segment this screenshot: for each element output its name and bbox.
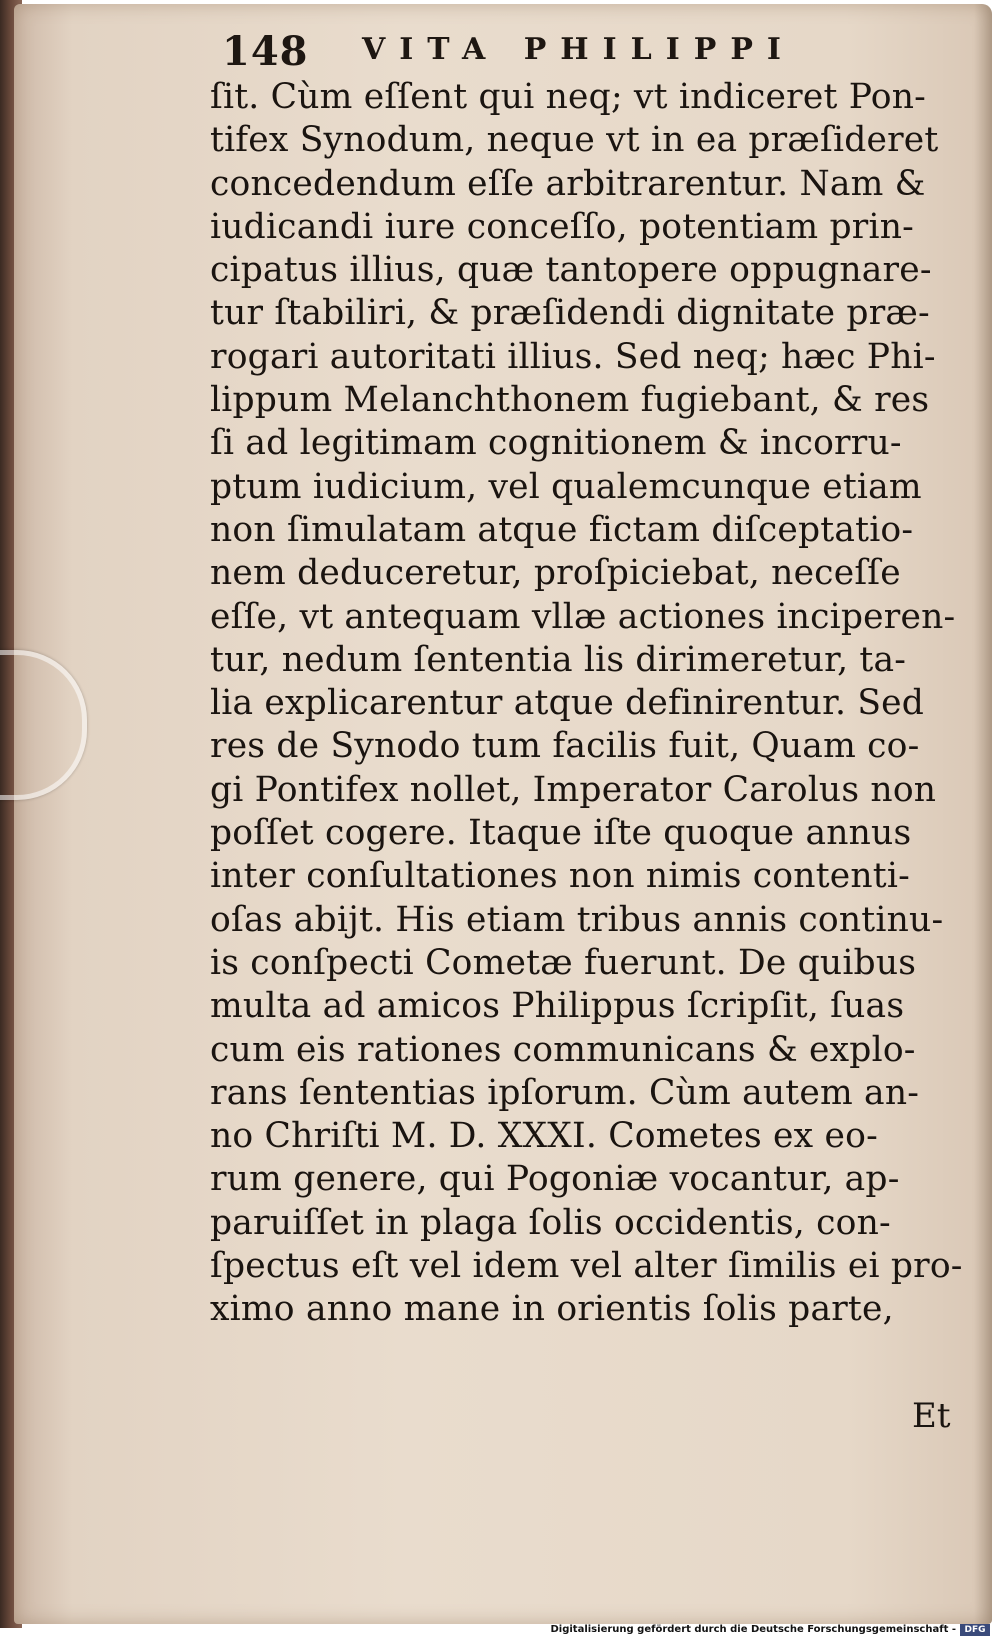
- text-line: inter conſultationes non nimis contenti-: [210, 856, 910, 897]
- text-line: tur ſtabiliri, & præſidendi dignitate præ-: [210, 293, 930, 334]
- digitization-credit: Digitalisierung gefördert durch die Deutsche Forschungsgemeinschaft -: [550, 1624, 956, 1635]
- running-title: VITA PHILIPPI: [362, 32, 795, 67]
- text-line: paruiſſet in plaga ſolis occidentis, con-: [210, 1202, 891, 1243]
- text-line: ſit. Cùm eſſent qui neq; vt indiceret Pon-: [210, 77, 926, 117]
- text-line: res de Synodo tum facilis fuit, Quam co-: [210, 726, 920, 767]
- text-line: oſas abijt. His etiam tribus annis continu-: [210, 899, 944, 940]
- text-line: rogari autoritati illius. Sed neq; hæc Phi-: [210, 336, 936, 377]
- text-line: gi Pontifex nollet, Imperator Carolus non: [210, 769, 937, 810]
- body-text: [210, 76, 970, 1332]
- text-line: concedendum eſſe arbitrarentur. Nam &: [210, 163, 926, 204]
- text-line: non ſimulatam atque fictam diſceptatio-: [210, 509, 914, 550]
- text-line: is conſpecti Cometæ fuerunt. De quibus: [210, 942, 917, 983]
- page-number: 148: [222, 28, 309, 75]
- text-line: poſſet cogere. Itaque iſte quoque annus: [210, 813, 912, 854]
- text-line: no Chriſti M. D. XXXI. Cometes ex eo-: [210, 1116, 878, 1157]
- text-line: tifex Synodum, neque vt in ea præſideret: [210, 120, 939, 161]
- text-line: tur, nedum ſententia lis dirimeretur, ta-: [210, 639, 907, 680]
- catchword: Et: [912, 1396, 951, 1436]
- text-line: lia explicarentur atque definirentur. Sed: [210, 683, 925, 724]
- text-line: ptum iudicium, vel qualemcunque etiam: [210, 466, 922, 507]
- text-line: cipatus illius, quæ tantopere oppugnare-: [210, 250, 932, 291]
- text-line: lippum Melanchthonem fugiebant, & res: [210, 380, 930, 421]
- page-edge-shadow: [974, 4, 992, 1624]
- text-line: eſſe, vt antequam vllæ actiones inciperen-: [210, 596, 956, 637]
- text-line: cum eis rationes communicans & explo-: [210, 1029, 916, 1070]
- page-header: [222, 22, 942, 75]
- text-line: rans ſententias ipſorum. Cùm autem an-: [210, 1072, 920, 1113]
- text-line: rum genere, qui Pogoniæ vocantur, ap-: [210, 1159, 900, 1200]
- dfg-logo: DFG: [960, 1624, 990, 1636]
- text-line: ſi ad legitimam cognitionem & incorru-: [210, 423, 902, 464]
- text-line: nem deduceretur, proſpiciebat, neceſſe: [210, 553, 901, 594]
- text-line: iudicandi iure conceſſo, potentiam prin-: [210, 206, 914, 247]
- text-line: ximo anno mane in orientis ſolis parte,: [210, 1289, 894, 1330]
- text-line: multa ad amicos Philippus ſcripſit, ſuas: [210, 986, 905, 1027]
- text-line: ſpectus eſt vel idem vel alter ſimilis ei pro-: [210, 1246, 963, 1287]
